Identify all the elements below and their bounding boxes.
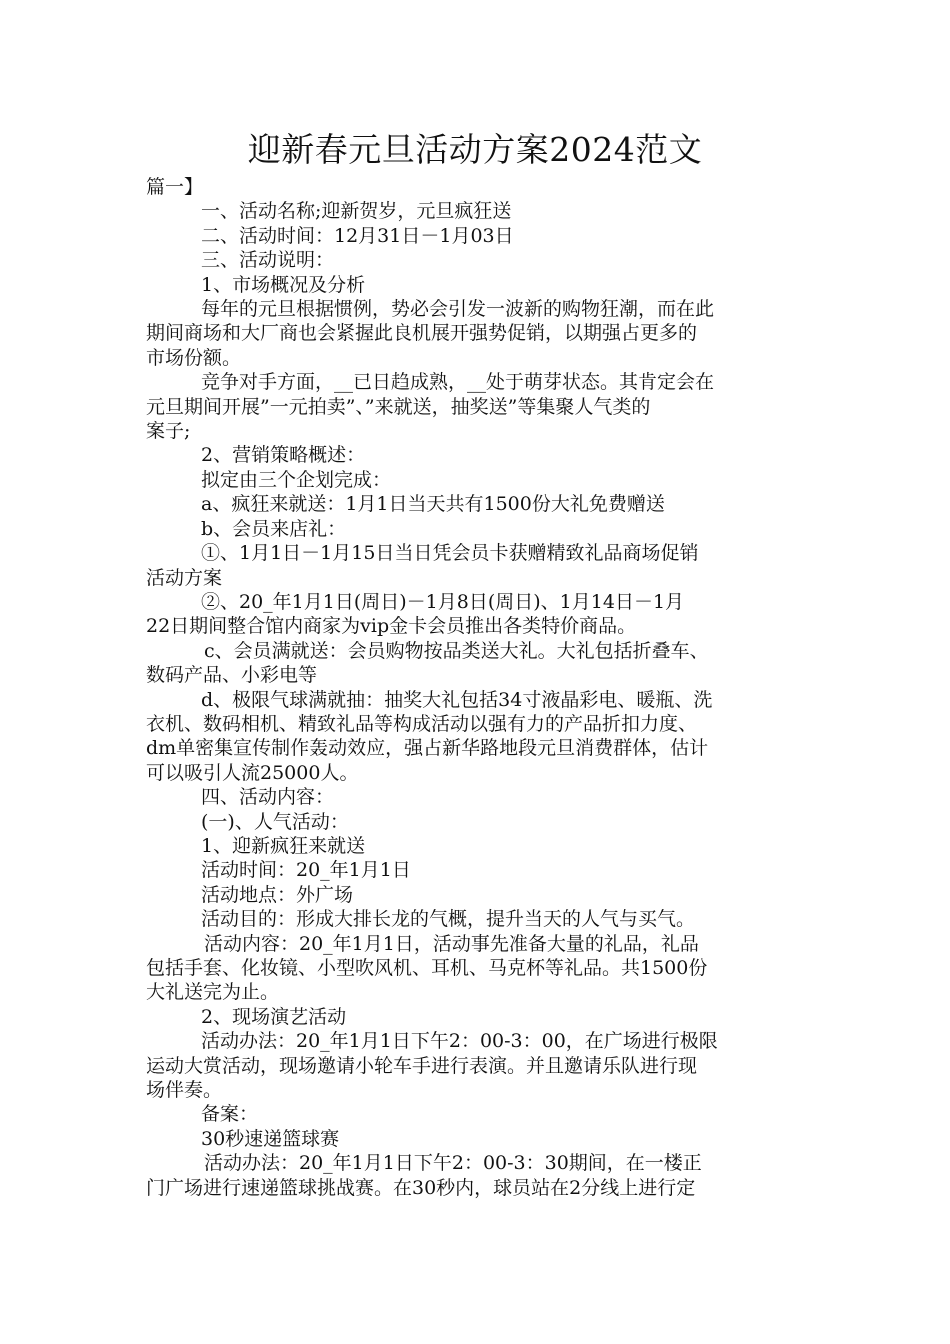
text-line: 可以吸引人流25000人。 [146, 761, 359, 784]
text-line: 活动目的：形成大排长龙的气概，提升当天的人气与买气。 [201, 908, 696, 931]
text-line: 元旦期间开展”一元拍卖”、”来就送，抽奖送”等集聚人气类的 [146, 395, 651, 418]
text-line: ②、20_年1月1日(周日)－1月8日(周日)、1月14日－1月 [201, 590, 685, 613]
text-line: 1、市场概况及分析 [201, 273, 366, 296]
text-line: d、极限气球满就抽：抽奖大礼包括34寸液晶彩电、暖瓶、洗 [201, 688, 713, 711]
text-line: b、会员来店礼： [201, 517, 347, 540]
text-line: 一、活动名称;迎新贺岁，元旦疯狂送 [201, 200, 512, 223]
text-line: a、疯狂来就送：1月1日当天共有1500份大礼免费赠送 [201, 493, 665, 516]
text-line: 拟定由三个企划完成： [201, 468, 392, 491]
text-line: 衣机、数码相机、精致礼品等构成活动以强有力的产品折扣力度、 [146, 712, 698, 735]
text-line: 活动办法：20_年1月1日下午2：00-3：00，在广场进行极限 [201, 1030, 718, 1053]
text-line: 活动时间：20_年1月1日 [201, 859, 411, 882]
text-line: 活动方案 [146, 566, 223, 589]
text-line: 活动内容：20_年1月1日，活动事先准备大量的礼品，礼品 [204, 932, 699, 955]
text-line: 三、活动说明： [201, 249, 335, 272]
text-line: 22日期间整合馆内商家为vip金卡会员推出各类特价商品。 [146, 615, 637, 638]
text-line: 门广场进行速递篮球挑战赛。在30秒内，球员站在2分线上进行定 [146, 1176, 696, 1199]
text-line: dm单密集宣传制作轰动效应，强占新华路地段元旦消费群体，估计 [146, 737, 709, 760]
text-line: ①、1月1日－1月15日当日凭会员卡获赠精致礼品商场促销 [201, 542, 699, 565]
text-line: 2、现场演艺活动 [201, 1005, 347, 1028]
text-line: c、会员满就送：会员购物按品类送大礼。大礼包括折叠车、 [204, 639, 709, 662]
text-line: 包括手套、化妆镜、小型吹风机、耳机、马克杯等礼品。共1500份 [146, 957, 708, 979]
text-line: 市场份额。 [146, 346, 242, 369]
text-line: 场伴奏。 [146, 1079, 223, 1102]
text-line: 案子; [146, 420, 191, 443]
text-line: 大礼送完为止。 [146, 981, 280, 1004]
text-line: 30秒速递篮球赛 [201, 1127, 340, 1150]
text-line: 二、活动时间：12月31日－1月03日 [201, 224, 514, 247]
text-line: 1、迎新疯狂来就送 [201, 834, 366, 857]
document-body [146, 175, 806, 1200]
text-line: 篇一】 [146, 176, 204, 198]
text-line: 运动大赏活动，现场邀请小轮车手进行表演。并且邀请乐队进行现 [146, 1054, 698, 1077]
text-line: 竞争对手方面，__已日趋成熟，__处于萌芽状态。其肯定会在 [201, 371, 715, 394]
text-line: (一)、人气活动： [201, 810, 349, 833]
text-line: 期间商场和大厂商也会紧握此良机展开强势促销，以期强占更多的 [146, 322, 698, 345]
text-line: 四、活动内容： [201, 786, 335, 809]
text-line: 备案： [201, 1103, 259, 1126]
document-title: 迎新春元旦活动方案2024范文 [247, 130, 703, 169]
text-line: 每年的元旦根据惯例，势必会引发一波新的购物狂潮，而在此 [201, 298, 715, 321]
text-line: 2、营销策略概述： [201, 444, 366, 467]
text-line: 活动地点：外广场 [201, 883, 354, 906]
text-line: 活动办法：20_年1月1日下午2：00-3：30期间，在一楼正 [204, 1152, 702, 1175]
text-line: 数码产品、小彩电等 [146, 664, 318, 687]
